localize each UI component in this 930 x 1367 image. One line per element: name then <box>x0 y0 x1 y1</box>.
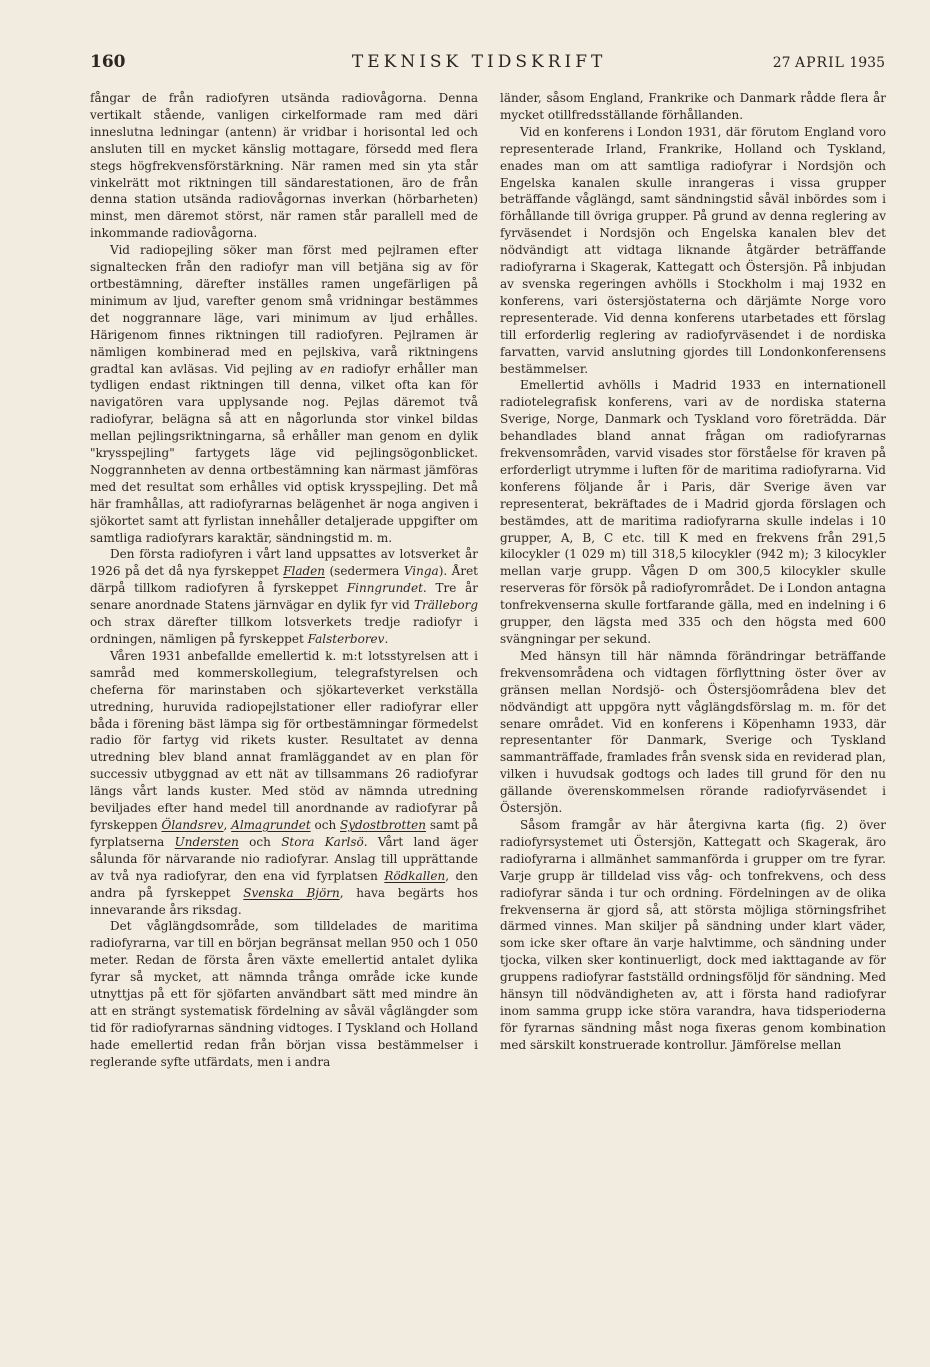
paragraph: Det våglängdsområde, som tilldelades de maritima radiofyrarna, var till en början begränsat mellan 950 och 1 050 meter. Redan de första åren växte emellertid antalet dylika fyrar så mycket, att nämnda trånga område icke kunde utnyttjas på ett för sjöfarten användbart sätt med mindre än att en strängt systematisk fördelning av såväl våglängder som tid för radiofyrarnas sändning vidtoges. I Tyskland och Holland hade emellertid redan från början vissa bestämmelser i reglerande syfte utfärdats, men i andra <box>90 919 478 1069</box>
issue-year: 1935 <box>849 55 885 71</box>
journal-title: TEKNISK TIDSKRIFT <box>351 52 607 72</box>
issue-month: APRIL <box>795 55 845 71</box>
page-number: 160 <box>90 52 126 72</box>
paragraph: Vid radiopejling söker man först med pejlramen efter signaltecken från den radiofyr man vill betjäna sig av för ortbestämning, därefter inställes ramen ungefärligen på minimum av ljud, varefter genom små vridningar bestämmes det noggrannare läge, vari minimum av ljud erhålles. Härigenom finnes riktningen till radiofyren. Pejlramen är nämligen kombinerad med en pejlskiva, varå riktningens gradtal kan avläsas. Vid pejling av en radiofyr erhåller man tydligen endast riktningen till denna, vilket ofta kan för navigatören vara upplysande nog. Pejlas däremot två radiofyrar, belägna så att en någorlunda stor vinkel bildas mellan pejlingsriktningarna, så erhåller man genom en dylik "krysspejling" fartygets läge vid pejlingsögonblicket. Noggrannheten av denna ortbestämning kan närmast jämföras med det resultat som erhålles vid optisk krysspejling. Det må här framhållas, att radiofyrarnas belägenhet är noga angiven i sjökortet samt att fyrlistan innehåller detaljerade uppgifter om samtliga radiofyrars karaktär, sändningstid m. m. <box>90 243 479 545</box>
paragraph: Med hänsyn till här nämnda förändringar beträffande frekvensområdena och vidtagen förflyttning öster över av gränsen mellan Nordsjö- och Östersjöområdena blev det nödvändigt att uppgöra nytt våglängdsförslag m. m. för det senare området. Vid en konferens i Köpenhamn 1933, där representanter för Danmark, Sverige och Tyskland sammanträffade, framlades från svensk sida en reviderad plan, vilken i huvudsak godtogs och lades till grund för den nu gällande överenskommelsen rörande radiofyrväsendet i Östersjön. <box>500 648 886 816</box>
paragraph: Vid en konferens i London 1931, där förutom England voro representerade Irland, Frankrike, Holland och Tyskland, enades man om att samtliga radiofyrar i Nordsjön och Engelska kanalen skulle inrangeras i vissa grupper beträffande våglängd, samt sändningstid såväl inbördes som i förhållande till övriga grupper. På grund av denna reglering av fyrväsendet i Nordsjön och Engelska kanalen blev det nödvändigt att vidtaga liknande åtgärder beträffande radiofyrarna i Skagerak, Kattegatt och Östersjön. På inbjudan av svenska regeringen avhölls i Stockholm i maj 1932 en konferens, vari östersjöstaterna och därjämte Norge voro representerade. Vid denna konferens utarbetades ett förslag till erforderlig reglering av radiofyrväsendet i de nordiska farvatten, varvid anslutning gjordes till Londonkonferensens bestämmelser. <box>500 124 886 376</box>
right-column <box>500 90 886 1054</box>
left-column <box>90 90 478 1071</box>
paragraph: Emellertid avhölls i Madrid 1933 en internationell radiotelegrafisk konferens, vari av de nordiska staterna Sverige, Norge, Danmark och Tyskland voro företrädda. Där behandlades bland annat frågan om radiofyrarnas frekvensområden, varvid visades stor förståelse för kraven på erforderligt utrymme i luften för de maritima radiofyrarna. Vid konferens följande år i Paris, där Sverige även var representerat, bekräftades de i Madrid gjorda förslagen och bestämdes, att de maritima radiofyrarna skulle indelas i 10 grupper, A, B, C etc. till K med en frekvens från 291,5 kilocykler (1 029 m) till 318,5 kilocykler (942 m); 3 kilocykler mellan varje grupp. Vågen D om 300,5 kilocykler skulle reserveras för försök på radiofyrområdet. De i London antagna tonfrekvenserna skulle fortfarande gälla, med en indelning i 6 grupper, den lägsta med 335 och den högsta med 600 svängningar per sekund. <box>500 378 886 646</box>
paragraph: Våren 1931 anbefallde emellertid k. m:t lotsstyrelsen att i samråd med kommerskollegium, telegrafstyrelsen och cheferna för marinstaben och sjökarteverket verkställa utredning, huruvida radiopejlstationer eller radiofyrar eller båda i förening bäst lämpa sig för ortbestämningar förmedelst radio för fartyg vid rikets kuster. Resultatet av denna utredning blev bland annat framläggandet av en plan för successiv utbyggnad av ett nät av tillsammans 26 radiofyrar längs vårt lands kuster. Med stöd av nämnda utredning beviljades efter hand medel till anordnande av radiofyrar på fyrskeppen Ölandsrev, Almagrundet och Sydostbrotten samt på fyrplatserna Understen och Stora Karlsö. Vårt land äger sålunda för närvarande nio radiofyrar. Anslag till upprättande av två nya radiofyrar, den ena vid fyrplatsen Rödkallen, den andra på fyrskeppet Svenska Björn, hava begärts hos innevarande års riksdag. <box>90 648 478 917</box>
paragraph: Den första radiofyren i vårt land uppsattes av lotsverket år 1926 på det då nya fyrskeppet Fladen (sedermera Vinga). Året därpå tillkom radiofyren å fyrskeppet Finngrundet. Tre år senare anordnade Statens järnvägar en dylik fyr vid Trälleborg och strax därefter tillkom lotsverkets tredje radiofyr i ordningen, nämligen på fyrskeppet Falsterborev. <box>90 547 478 646</box>
issue-day: 27 <box>772 55 791 71</box>
paragraph: fångar de från radiofyren utsända radiovågorna. Denna vertikalt stående, vanligen cirkelformade ram med däri inneslutna ledningar (antenn) är vridbar i horisontal led och ansluten till en mycket känslig mottagare, försedd med flera stegs högfrekvensförstärkning. När ramen med sin yta står vinkelrätt mot riktningen till sändarestationen, äro de från denna station utsända radiovågornas inverkan (hörbarheten) minst, men däremot störst, när ramen står parallell med de inkommande radiovågorna. <box>90 91 478 241</box>
running-header <box>90 52 885 78</box>
paragraph: länder, såsom England, Frankrike och Danmark rådde flera år mycket otillfredsställande förhållanden. <box>500 91 886 122</box>
paragraph: Såsom framgår av här återgivna karta (fig. 2) över radiofyrsystemet uti Östersjön, Kattegatt och Skagerak, äro radiofyrarna i allmänhet sammanförda i grupper om tre fyrar. Varje grupp är tilldelad viss våg- och tonfrekvens, och dess radiofyrar sända i tur och ordning. Fördelningen av de olika frekvenserna är gjord så, att största möjliga störningsfrihet därmed vinnes. Man skiljer på sändning under klart väder, som icke sker oftare än varje halvtimme, och sändning under tjocka, vilken sker kontinuerligt, dock med iakttagande av för gruppens radiofyrar fastställd ordningsföljd för sändning. Med hänsyn till nödvändigheten av, att i första hand radiofyrar inom samma grupp icke störa varandra, hava tidsperioderna för fyrarnas sändning måst noga fixeras genom kombination med särskilt konstruerade kontrollur. Jämförelse mellan <box>500 817 886 1052</box>
issue-date <box>773 55 885 71</box>
